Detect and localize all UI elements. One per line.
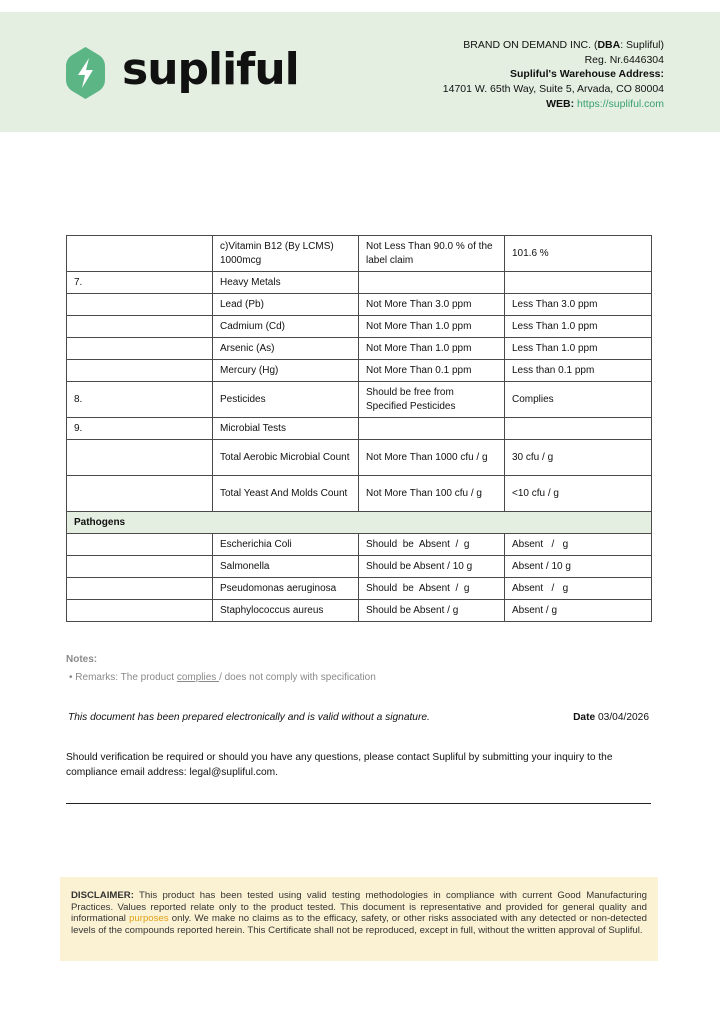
cell-spec: Not More Than 1000 cfu / g: [359, 440, 505, 476]
cell-test: Total Yeast And Molds Count: [213, 476, 359, 512]
section-row-pathogens: [67, 512, 652, 534]
cell-test: Heavy Metals: [213, 272, 359, 294]
section-title: Pathogens: [67, 512, 652, 534]
website-link[interactable]: https://supliful.com: [577, 97, 664, 110]
cell-test: c)Vitamin B12 (By LCMS) 1000mcg: [213, 236, 359, 272]
page-header: [0, 12, 720, 132]
cell-result: Absent / g: [505, 578, 652, 600]
table-row: [67, 294, 652, 316]
cell-number: [67, 476, 213, 512]
company-name-line: BRAND ON DEMAND INC. (DBA: Supliful): [463, 39, 664, 51]
cell-number: [67, 578, 213, 600]
table-row: [67, 236, 652, 272]
electronic-validity-note: This document has been prepared electronically and is valid without a signature.: [68, 712, 430, 723]
table-row: [67, 476, 652, 512]
cell-spec: Not More Than 1.0 ppm: [359, 338, 505, 360]
table-row: [67, 556, 652, 578]
cell-number: [67, 556, 213, 578]
cell-spec: [359, 418, 505, 440]
cell-spec: Not More Than 1.0 ppm: [359, 316, 505, 338]
cell-result: Less than 0.1 ppm: [505, 360, 652, 382]
table-row: [67, 382, 652, 418]
cell-result: Less Than 1.0 ppm: [505, 338, 652, 360]
cell-test: Salmonella: [213, 556, 359, 578]
cell-spec: [359, 272, 505, 294]
cell-number: [67, 534, 213, 556]
cell-spec: Not More Than 0.1 ppm: [359, 360, 505, 382]
cell-spec: Not Less Than 90.0 % of the label claim: [359, 236, 505, 272]
notes-title: Notes:: [66, 654, 98, 665]
test-results-table: [66, 235, 652, 622]
cell-spec: Should be Absent / g: [359, 534, 505, 556]
cell-number: 7.: [67, 272, 213, 294]
warehouse-address: 14701 W. 65th Way, Suite 5, Arvada, CO 80004: [442, 83, 664, 96]
web-line: WEB: https://supliful.com: [546, 97, 664, 110]
cell-spec: Should be free from Specified Pesticides: [359, 382, 505, 418]
supliful-logo[interactable]: [65, 44, 299, 102]
cell-spec: Should be Absent / g: [359, 600, 505, 622]
cell-test: Pesticides: [213, 382, 359, 418]
table-row: [67, 338, 652, 360]
cell-number: [67, 338, 213, 360]
cell-result: [505, 418, 652, 440]
cell-spec: Not More Than 100 cfu / g: [359, 476, 505, 512]
cell-test: Lead (Pb): [213, 294, 359, 316]
table-row: [67, 578, 652, 600]
warehouse-label: Supliful's Warehouse Address:: [510, 68, 664, 81]
cell-number: [67, 360, 213, 382]
document-date: Date 03/04/2026: [573, 712, 649, 723]
verification-contact-text: Should verification be required or should you have any questions, please contact Supliful by submitting your inquiry to the compliance email address: legal@supliful.com.: [66, 752, 613, 778]
table-row: [67, 600, 652, 622]
cell-result: Absent / 10 g: [505, 556, 652, 578]
table-row: [67, 360, 652, 382]
cell-test: Staphylococcus aureus: [213, 600, 359, 622]
cell-result: 101.6 %: [505, 236, 652, 272]
company-info: [443, 38, 664, 112]
table-row: [67, 316, 652, 338]
table-row: [67, 440, 652, 476]
cell-result: Absent / g: [505, 600, 652, 622]
cell-test: Pseudomonas aeruginosa: [213, 578, 359, 600]
cell-number: [67, 600, 213, 622]
cell-test: Mercury (Hg): [213, 360, 359, 382]
bolt-badge-icon: [65, 46, 106, 100]
cell-number: [67, 316, 213, 338]
cell-test: Total Aerobic Microbial Count: [213, 440, 359, 476]
disclaimer-box: DISCLAIMER: This product has been tested using valid testing methodologies in compliance with current Good Manufacturing Practices. Values reported relate only to the product tested. This document is representative and provided for general quality and informational purposes only. We make no claims as to the efficacy, safety, or other risks associated with any detected or non-detected levels of the compounds reported herein. This Certificate shall not be reproduced, except in full, without the written approval of Supliful.: [60, 877, 658, 961]
cell-spec: Should be Absent / 10 g: [359, 556, 505, 578]
cell-number: 8.: [67, 382, 213, 418]
table-row: [67, 534, 652, 556]
complies-option: complies: [176, 672, 220, 683]
divider: [66, 803, 651, 804]
cell-spec: Should be Absent / g: [359, 578, 505, 600]
cell-number: [67, 236, 213, 272]
cell-result: Less Than 1.0 ppm: [505, 316, 652, 338]
cell-result: Complies: [505, 382, 652, 418]
cell-number: [67, 294, 213, 316]
cell-number: [67, 440, 213, 476]
cell-test: Escherichia Coli: [213, 534, 359, 556]
test-results-body: [67, 236, 652, 622]
cell-test: Arsenic (As): [213, 338, 359, 360]
cell-result: [505, 272, 652, 294]
cell-number: 9.: [67, 418, 213, 440]
table-row: [67, 418, 652, 440]
logo-wordmark: supliful: [122, 44, 299, 95]
registration-number: Reg. Nr.6446304: [584, 53, 664, 66]
cell-test: Microbial Tests: [213, 418, 359, 440]
remarks-line: • Remarks: The product complies / does not comply with specification: [69, 672, 376, 683]
cell-result: 30 cfu / g: [505, 440, 652, 476]
cell-test: Cadmium (Cd): [213, 316, 359, 338]
table-row: [67, 272, 652, 294]
cell-result: Absent / g: [505, 534, 652, 556]
cell-spec: Not More Than 3.0 ppm: [359, 294, 505, 316]
cell-result: Less Than 3.0 ppm: [505, 294, 652, 316]
cell-result: <10 cfu / g: [505, 476, 652, 512]
